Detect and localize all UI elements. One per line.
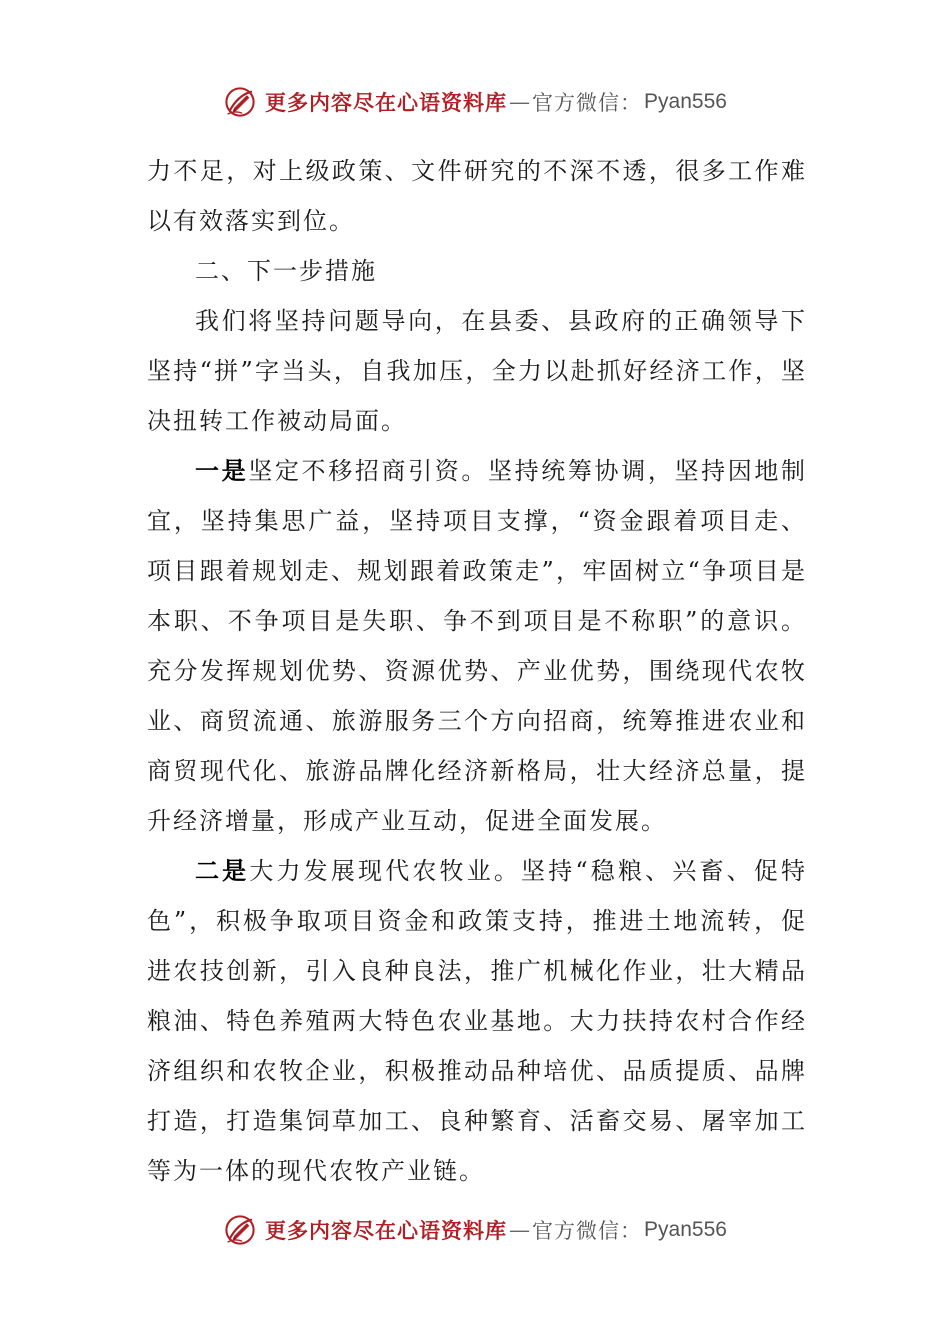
footer-wechat-id: Pyan556 — [644, 1218, 727, 1241]
footer-banner — [0, 1210, 950, 1250]
measure-1-lead: 一是 — [195, 456, 249, 485]
section-heading: 二、下一步措施 — [195, 257, 377, 285]
footer-banner-text — [265, 1215, 727, 1245]
footer-separator: — — [509, 1218, 531, 1242]
header-banner-text — [265, 87, 727, 117]
paragraph-measure-2 — [147, 846, 807, 1196]
header-separator: — — [509, 90, 531, 114]
header-wechat-id: Pyan556 — [644, 90, 727, 113]
paragraph-measure-1 — [147, 446, 807, 846]
paragraph-intro: 我们将坚持问题导向，在县委、县政府的正确领导下坚持“拼”字当头，自我加压，全力以赴抓好经济工作，坚决扭转工作被动局面。 — [147, 307, 807, 435]
footer-wechat-label: 官方微信： — [532, 1219, 643, 1243]
measure-2-lead: 二是 — [195, 856, 250, 885]
document-body — [147, 146, 807, 1196]
pen-logo-icon — [223, 85, 257, 119]
header-banner — [0, 82, 950, 122]
measure-2-text: 大力发展现代农牧业。坚持“稳粮、兴畜、促特色”，积极争取项目资金和政策支持，推进土地流转，促进农技创新，引入良种良法，推广机械化作业，壮大精品粮油、特色养殖两大特色农业基地。大力扶持农村合作经济组织和农牧企业，积极推动品种培优、品质提质、品牌打造，打造集饲草加工、良种繁育、活畜交易、屠宰加工等为一体的现代农牧产业链。 — [147, 857, 807, 1185]
header-site-text: 更多内容尽在心语资料库 — [265, 90, 508, 115]
paragraph-continuation: 力不足，对上级政策、文件研究的不深不透，很多工作难以有效落实到位。 — [147, 157, 807, 235]
header-wechat-label: 官方微信： — [532, 91, 643, 115]
measure-1-text: 坚定不移招商引资。坚持统筹协调，坚持因地制宜，坚持集思广益，坚持项目支撑，“资金跟着项目走、项目跟着规划走、规划跟着政策走”，牢固树立“争项目是本职、不争项目是失职、争不到项目是不称职”的意识。充分发挥规划优势、资源优势、产业优势，围绕现代农牧业、商贸流通、旅游服务三个方向招商，统筹推进农业和商贸现代化、旅游品牌化经济新格局，壮大经济总量，提升经济增量，形成产业互动，促进全面发展。 — [147, 457, 808, 835]
pen-logo-icon — [223, 1213, 257, 1247]
footer-site-text: 更多内容尽在心语资料库 — [265, 1218, 508, 1243]
